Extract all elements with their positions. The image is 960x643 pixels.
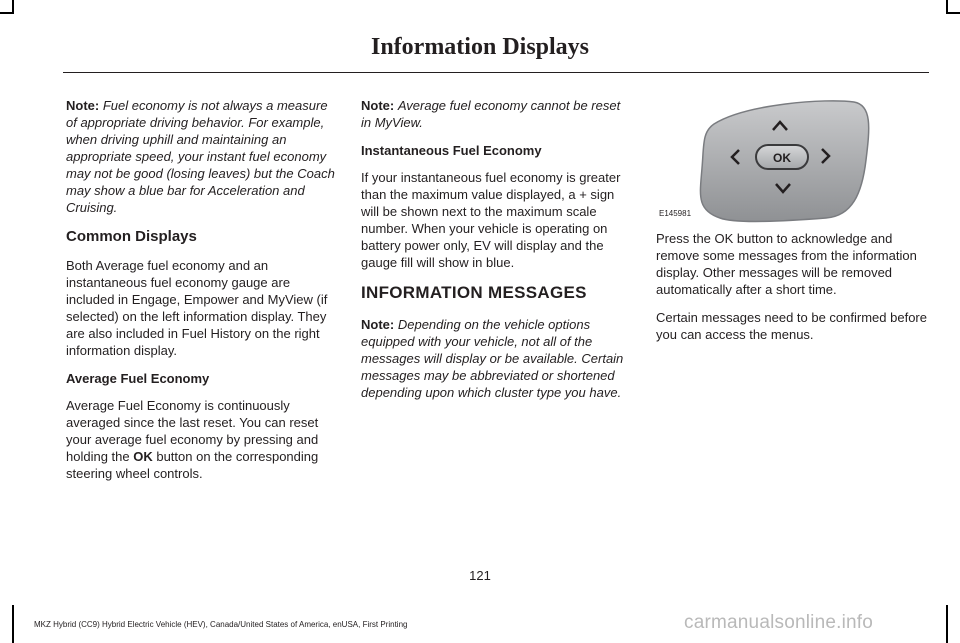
column-right bbox=[656, 230, 928, 354]
heading-average-fuel-economy: Average Fuel Economy bbox=[66, 371, 210, 386]
heading-information-messages: INFORMATION MESSAGES bbox=[361, 283, 587, 302]
crop-mark-bottom-right-v bbox=[946, 605, 948, 643]
steering-wheel-control-figure bbox=[656, 98, 928, 224]
ok-button-label: OK bbox=[773, 151, 791, 165]
paragraph-average-fuel-economy bbox=[66, 397, 338, 482]
crop-mark-top-right-v bbox=[946, 0, 948, 14]
vehicle-options-note bbox=[361, 316, 633, 401]
fuel-economy-note bbox=[66, 97, 338, 216]
ok-bold: OK bbox=[133, 449, 153, 464]
heading-instantaneous-fuel-economy: Instantaneous Fuel Economy bbox=[361, 143, 542, 158]
paragraph-common-displays: Both Average fuel economy and an instantaneous fuel economy gauge are included in Engage, Empower and MyView (if selected) on the left information display. They are also included in Fuel History on the right information display. bbox=[66, 258, 328, 358]
site-watermark: carmanualsonline.info bbox=[684, 612, 874, 633]
note-label: Note: bbox=[361, 317, 395, 332]
page-title: Information Displays bbox=[370, 34, 590, 60]
note-label: Note: bbox=[361, 98, 395, 113]
paragraph-confirm-messages: Certain messages need to be confirmed before you can access the menus. bbox=[656, 310, 927, 342]
myview-note bbox=[361, 97, 633, 131]
note-label: Note: bbox=[66, 98, 100, 113]
paragraph-instantaneous-fuel-economy: If your instantaneous fuel economy is greater than the maximum value displayed, a + sign will be shown next to the maximum scale number. When your vehicle is operating on battery power only, EV will display and the gauge fill will show in blue. bbox=[361, 170, 621, 270]
column-left bbox=[66, 97, 338, 493]
crop-mark-bottom-left-v bbox=[12, 605, 14, 643]
para-avg-part2: button on the corresponding steering wheel controls. bbox=[66, 449, 319, 481]
header-rule bbox=[63, 72, 929, 73]
crop-mark-top-left-v bbox=[12, 0, 14, 14]
para-avg-part1: Average Fuel Economy is continuously averaged since the last reset. You can reset your average fuel economy by pressing and holding the bbox=[66, 398, 319, 464]
printing-info: MKZ Hybrid (CC9) Hybrid Electric Vehicle (HEV), Canada/United States of America, enUSA, First Printing bbox=[34, 620, 408, 629]
note-text: Fuel economy is not always a measure of appropriate driving behavior. For example, when driving uphill and maintaining an appropriate speed, your instant fuel economy may not be good (losing leaves) but the Coach may show a blue bar for Acceleration and Cruising. bbox=[66, 98, 335, 215]
column-middle bbox=[361, 97, 633, 412]
heading-common-displays: Common Displays bbox=[66, 228, 197, 245]
figure-code: E145981 bbox=[659, 209, 692, 218]
note-text: Average fuel economy cannot be reset in MyView. bbox=[361, 98, 621, 130]
note-text: Depending on the vehicle options equipped with your vehicle, not all of the messages will display or be available. Certain messages may be abbreviated or shortened depending upon which cluster type you have. bbox=[361, 317, 624, 400]
steering-control-illustration bbox=[656, 98, 928, 224]
paragraph-press-ok: Press the OK button to acknowledge and remove some messages from the information display. Other messages will be removed automatically after a short time. bbox=[656, 231, 917, 297]
crop-mark-top-right-h bbox=[946, 12, 960, 14]
page-number: 121 bbox=[469, 568, 491, 583]
